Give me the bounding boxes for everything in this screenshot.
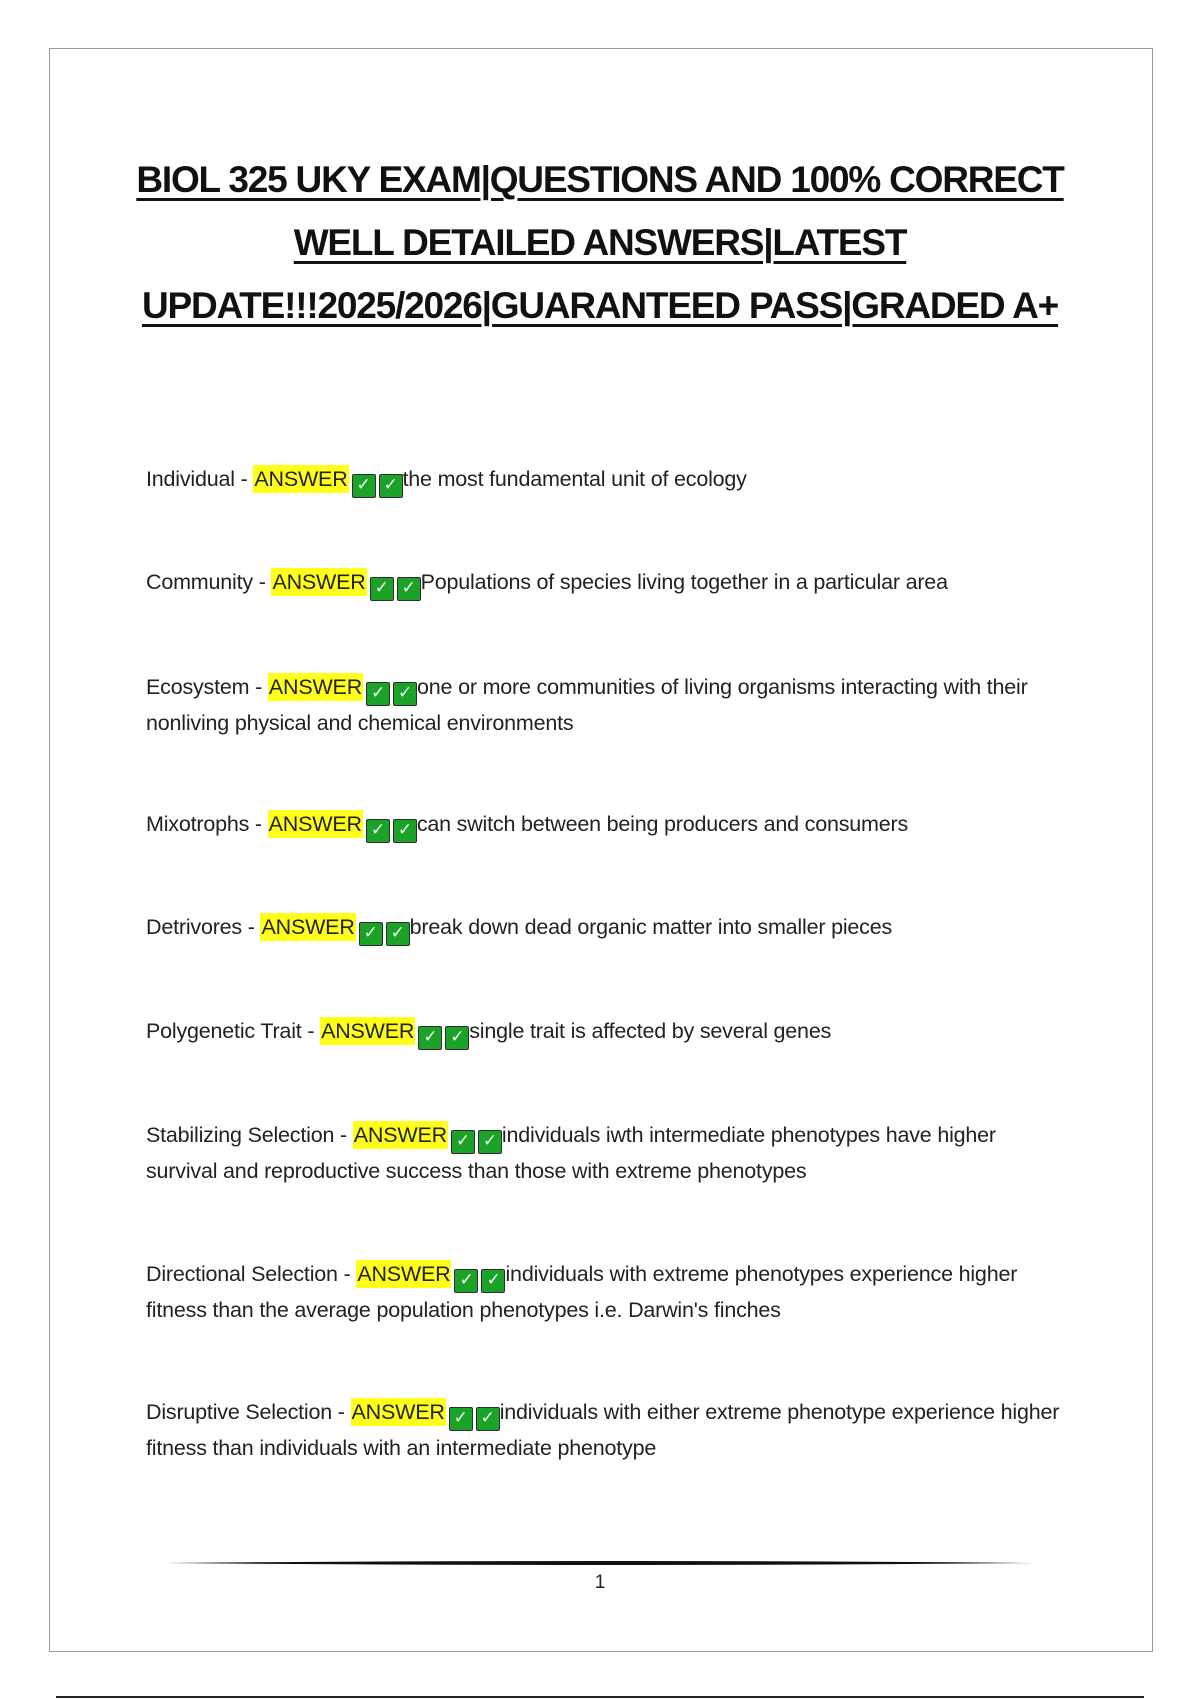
definition: individuals with either extreme phenotype experience higher fitness than individuals with an intermediate phenotype [146, 1400, 1060, 1460]
check-mark-icon: ✓ [449, 1407, 473, 1431]
answer-label: ANSWER [272, 570, 366, 594]
check-mark-icon: ✓ [370, 577, 394, 601]
definition: the most fundamental unit of ecology [402, 467, 747, 491]
check-mark-icon: ✓ [481, 1269, 505, 1293]
qa-entry [146, 1014, 1066, 1050]
definition: Populations of species living together in a particular area [420, 570, 948, 594]
answer-label: ANSWER [321, 1019, 415, 1043]
term: Detrivores [146, 915, 242, 939]
qa-entry [146, 1118, 1066, 1189]
check-mark-icon: ✓ [366, 819, 390, 843]
footer-rule [165, 1560, 1035, 1566]
answer-label: ANSWER [268, 675, 363, 699]
separator: - [332, 1400, 351, 1424]
separator: - [249, 675, 268, 699]
term: Polygenetic Trait [146, 1019, 302, 1043]
term: Community [146, 570, 253, 594]
check-mark-icon: ✓ [359, 922, 383, 946]
qa-entry [146, 1395, 1066, 1466]
definition: individuals with extreme phenotypes experience higher fitness than the average population phenotypes i.e. Darwin's finches [146, 1262, 1018, 1322]
definition: single trait is affected by several genes [469, 1019, 832, 1043]
check-mark-icon: ✓ [451, 1130, 475, 1154]
check-mark-icon: ✓ [386, 922, 410, 946]
check-mark-icon: ✓ [445, 1026, 469, 1050]
qa-entry [146, 670, 1066, 741]
definition: individuals iwth intermediate phenotypes have higher survival and reproductive success than those with extreme phenotypes [146, 1123, 996, 1183]
qa-entry [146, 462, 1066, 498]
page-edge-line [56, 1696, 1144, 1698]
answer-label: ANSWER [261, 915, 355, 939]
answer-label: ANSWER [268, 812, 362, 836]
qa-entry [146, 565, 1066, 601]
definition: one or more communities of living organisms interacting with their nonliving physical and chemical environments [146, 675, 1028, 735]
answer-label: ANSWER [351, 1400, 445, 1424]
qa-entry [146, 807, 1066, 843]
check-mark-icon: ✓ [352, 474, 376, 498]
separator: - [337, 1262, 357, 1286]
term: Stabilizing Selection [146, 1123, 335, 1147]
answer-label: ANSWER [353, 1123, 447, 1147]
page-number: 1 [594, 1572, 606, 1593]
check-mark-icon: ✓ [397, 577, 421, 601]
separator: - [249, 812, 268, 836]
qa-entry [146, 1257, 1066, 1328]
definition: can switch between being producers and consumers [416, 812, 909, 836]
check-mark-icon: ✓ [379, 474, 403, 498]
document-title: BIOL 325 UKY EXAM|QUESTIONS AND 100% CORRECT WELL DETAILED ANSWERS|LATEST UPDATE!!!2025/2026|GUARANTEED PASS|GRADED A+ [136, 159, 1064, 326]
check-mark-icon: ✓ [418, 1026, 442, 1050]
check-mark-icon: ✓ [366, 682, 390, 706]
separator: - [241, 915, 261, 939]
answer-label: ANSWER [254, 467, 348, 491]
term: Mixotrophs [146, 812, 250, 836]
separator: - [252, 570, 272, 594]
answer-label: ANSWER [357, 1262, 451, 1286]
term: Disruptive Selection [146, 1400, 333, 1424]
separator: - [234, 467, 254, 491]
term: Directional Selection [146, 1262, 338, 1286]
check-mark-icon: ✓ [476, 1407, 500, 1431]
term: Ecosystem [146, 675, 250, 699]
term: Individual [146, 467, 235, 491]
check-mark-icon: ✓ [393, 819, 417, 843]
check-mark-icon: ✓ [393, 682, 417, 706]
separator: - [301, 1019, 321, 1043]
qa-entry [146, 910, 1066, 946]
separator: - [334, 1123, 353, 1147]
check-mark-icon: ✓ [478, 1130, 502, 1154]
check-mark-icon: ✓ [454, 1269, 478, 1293]
definition: break down dead organic matter into smaller pieces [409, 915, 893, 939]
